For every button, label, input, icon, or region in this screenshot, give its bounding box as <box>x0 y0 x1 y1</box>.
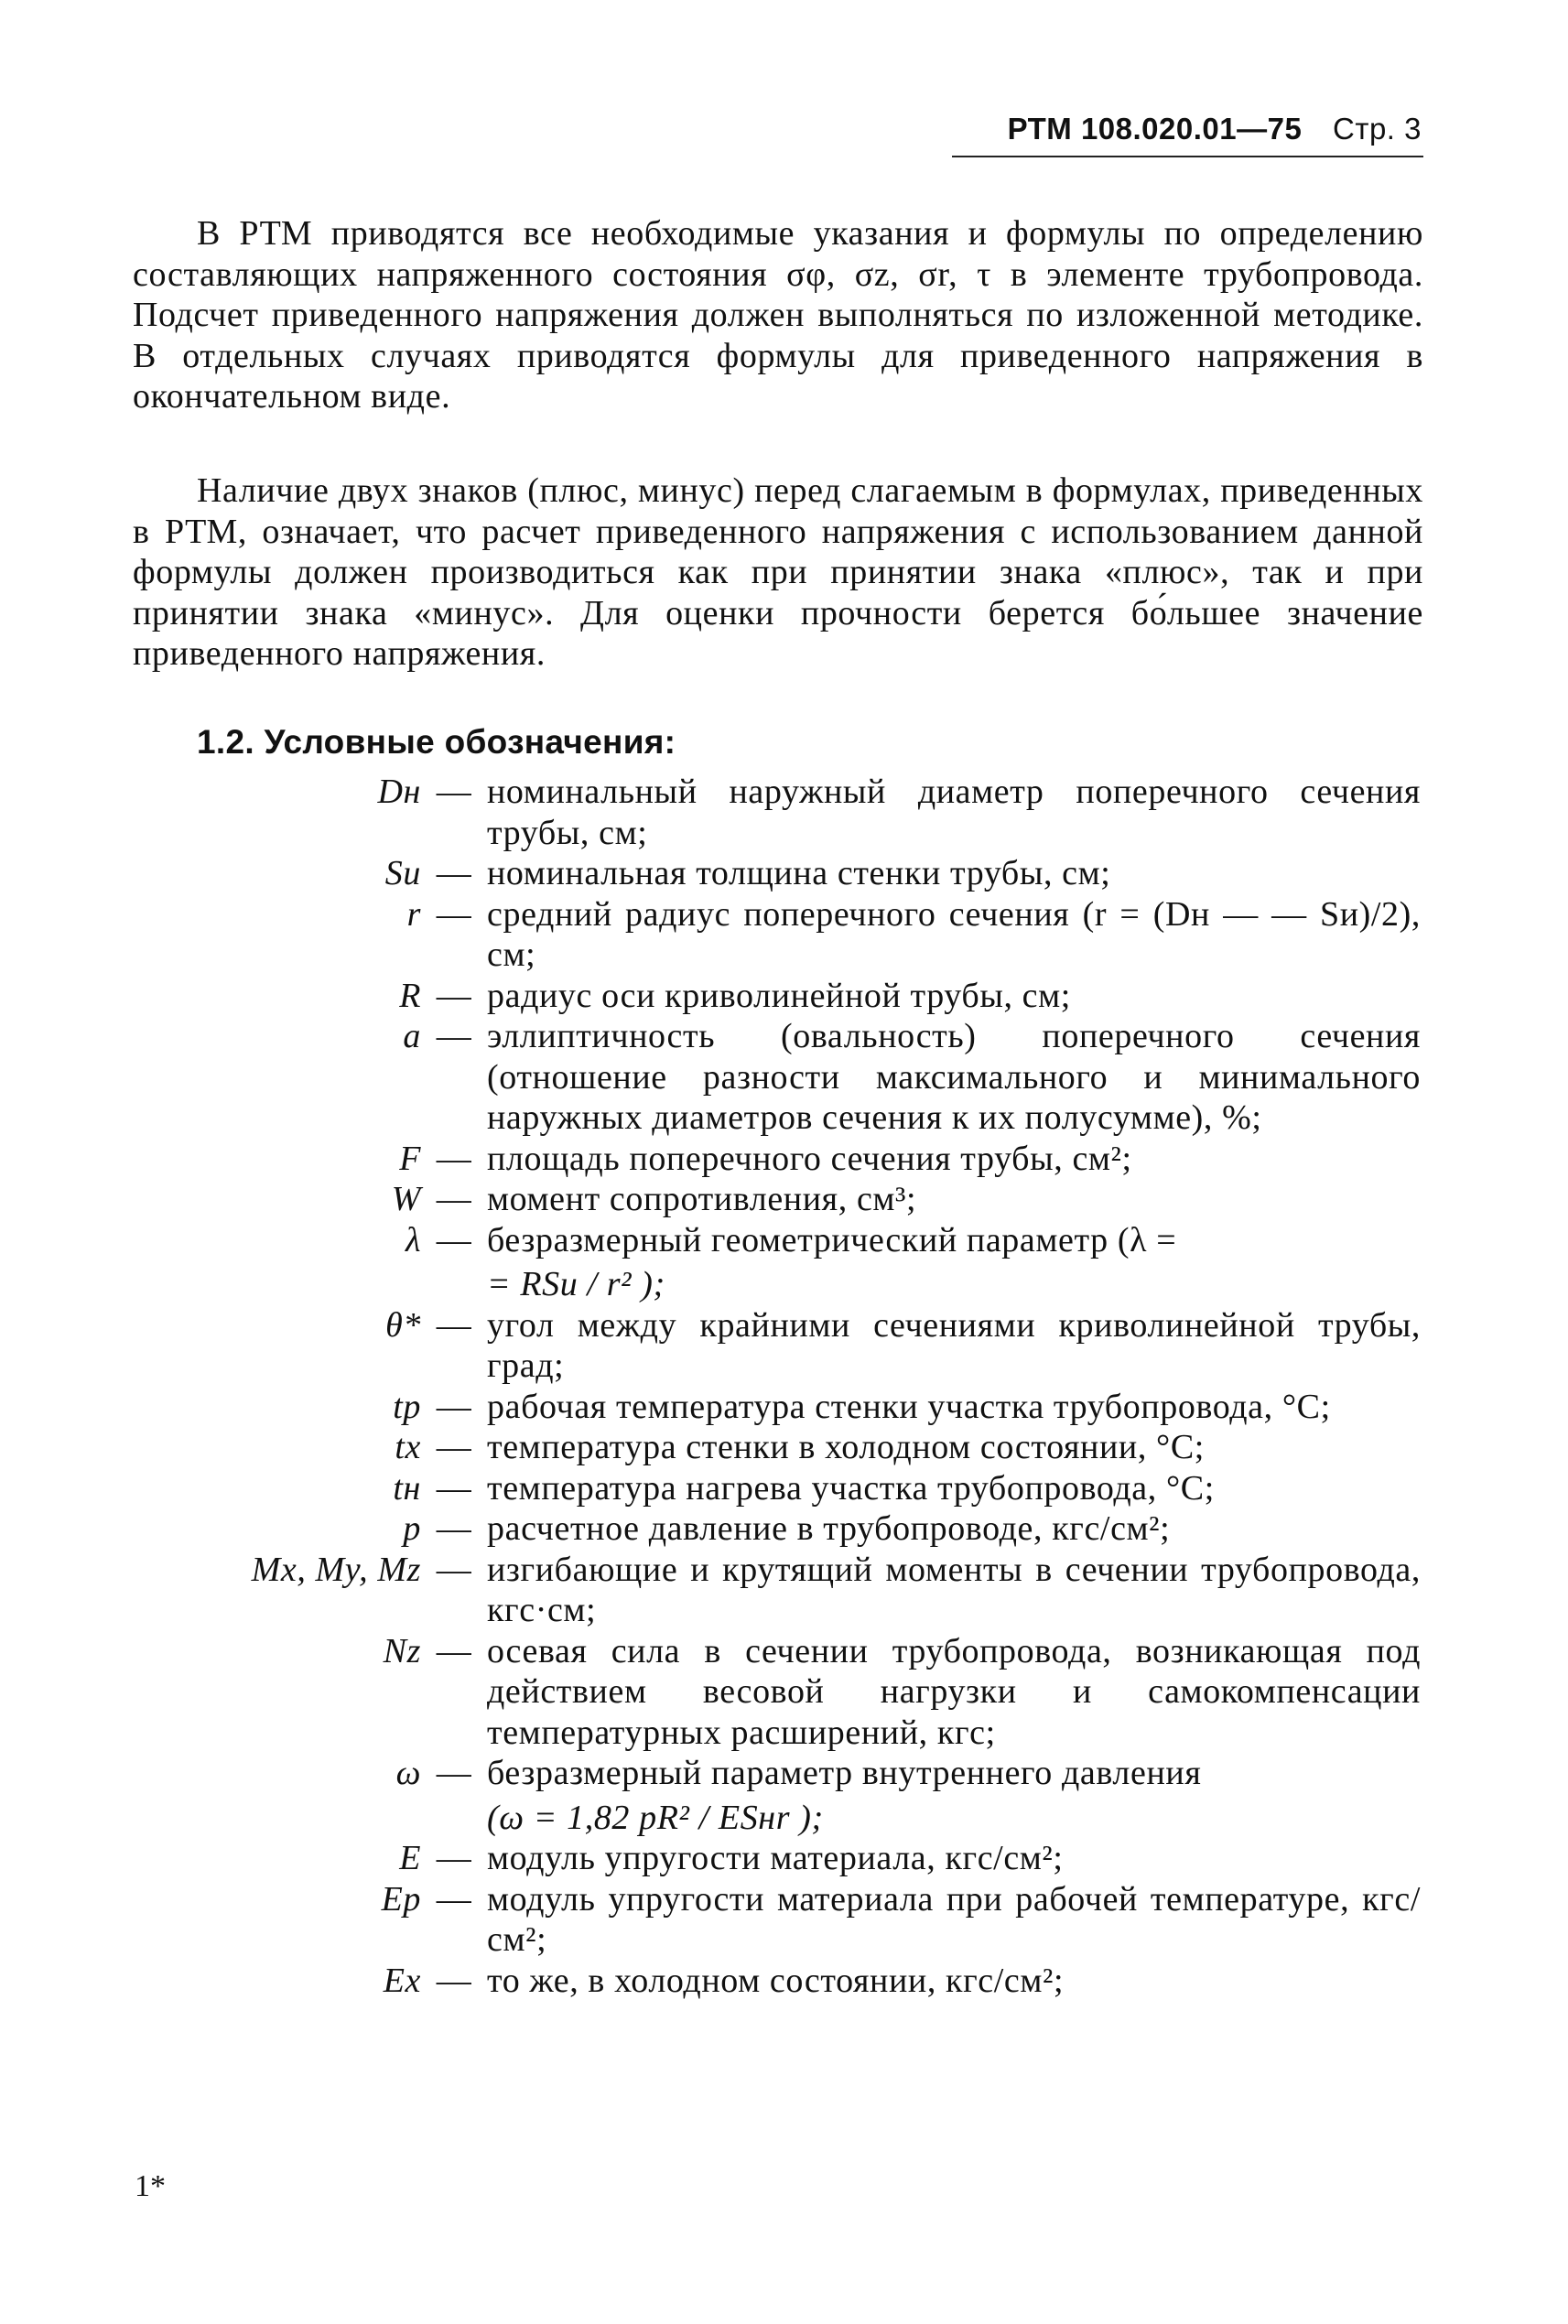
definition-text: модуль упругости материала, кгс/см²; <box>487 1839 1064 1877</box>
running-header <box>1008 112 1422 146</box>
definition-symbol: W <box>391 1180 421 1218</box>
definition-dash: — <box>436 1550 472 1589</box>
definition-text-main: безразмерный параметр внутреннего давления <box>487 1754 1202 1792</box>
definition-dash: — <box>436 1754 472 1792</box>
definition-text: радиус оси криволинейной трубы, см; <box>487 976 1071 1015</box>
header-rule <box>952 156 1423 157</box>
definition-dash: — <box>436 1839 472 1877</box>
section-title: 1.2. Условные обозначения: <box>197 723 676 761</box>
definition-text: изгибающие и крутящий моменты в сечении трубопровода, кгс·см; <box>487 1550 1421 1629</box>
definition-symbol: F <box>399 1139 421 1178</box>
definition-item <box>0 1468 1568 1509</box>
definition-symbol: Nz <box>383 1631 421 1670</box>
definition-item <box>0 1508 1568 1550</box>
definition-text <box>487 1753 1421 1838</box>
definition-dash: — <box>436 1631 472 1670</box>
definition-dash: — <box>436 1387 472 1426</box>
definition-dash: — <box>436 1017 472 1055</box>
definition-item <box>0 772 1568 853</box>
definition-text: номинальная толщина стенки трубы, см; <box>487 854 1111 892</box>
definition-symbol: Sи <box>384 854 421 892</box>
definition-dash: — <box>436 1428 472 1466</box>
definition-dash: — <box>436 773 472 811</box>
definition-item <box>0 1220 1568 1305</box>
definition-symbol: Dн <box>377 773 421 811</box>
definition-text: угол между крайними сечениями криволинейной трубы, град; <box>487 1305 1421 1385</box>
definition-text-main: безразмерный геометрический параметр (λ = <box>487 1220 1177 1259</box>
definition-text: номинальный наружный диаметр поперечного сечения трубы, см; <box>487 773 1421 852</box>
definition-text: рабочая температура стенки участка трубопровода, °С; <box>487 1387 1331 1426</box>
definition-text: температура стенки в холодном состоянии, °С; <box>487 1428 1205 1466</box>
definition-text: площадь поперечного сечения трубы, см²; <box>487 1139 1132 1178</box>
definition-symbol: E <box>399 1839 421 1877</box>
definition-item <box>0 1879 1568 1961</box>
definition-item <box>0 1631 1568 1754</box>
definition-dash: — <box>436 1180 472 1218</box>
definition-dash: — <box>436 1961 472 2000</box>
definition-item <box>0 1427 1568 1468</box>
document-code: РТМ 108.020.01—75 <box>1007 112 1303 146</box>
definition-text: момент сопротивления, см³; <box>487 1180 917 1218</box>
definition-text: средний радиус поперечного сечения (r = (Dн — — Sи)/2), см; <box>487 894 1421 974</box>
definition-dash: — <box>436 1305 472 1345</box>
definition-text: то же, в холодном состоянии, кгс/см²; <box>487 1961 1065 2000</box>
definition-item <box>0 1550 1568 1631</box>
definition-symbol: Mx, My, Mz <box>251 1550 421 1589</box>
definitions-list <box>0 772 1568 2001</box>
paragraph-intro: В РТМ приводятся все необходимые указания и формулы по определению составляющих напряженного состояния σφ, σz, σr, τ в элементе трубопровода. Подсчет приведенного напряжения должен выполняться по изложенной методике. В отдельных случаях приводятся формулы для приведенного напряжения в окончательном виде. <box>133 214 1423 416</box>
definition-dash: — <box>436 1139 472 1178</box>
paragraph-signs: Наличие двух знаков (плюс, минус) перед слагаемым в формулах, приведенных в РТМ, означает, что расчет приведенного напряжения с использованием данной формулы должен производиться как при принятии знака «плюс», так и при принятии знака «минус». Для оценки прочности берется бо́льшее значение приведенного напряжения. <box>133 471 1423 673</box>
definition-symbol: p <box>403 1509 421 1548</box>
definition-dash: — <box>436 894 472 934</box>
definition-symbol: tн <box>393 1468 421 1508</box>
definition-item <box>0 1387 1568 1428</box>
definition-text: расчетное давление в трубопроводе, кгс/см²; <box>487 1509 1171 1548</box>
definition-item <box>0 1016 1568 1139</box>
definition-text: температура нагрева участка трубопровода, °С; <box>487 1468 1215 1508</box>
definition-text: эллиптичность (овальность) поперечного сечения (отношение разности максимального и минимального наружных диаметров сечения к их полусумме), %; <box>487 1017 1421 1137</box>
definition-item <box>0 1961 1568 2002</box>
definition-item <box>0 1139 1568 1180</box>
definition-text: осевая сила в сечении трубопровода, возникающая под действием весовой нагрузки и самокомпенсации температурных расширений, кгс; <box>487 1631 1421 1752</box>
definition-dash: — <box>436 1879 472 1919</box>
definition-text: модуль упругости материала при рабочей температуре, кгс/см²; <box>487 1879 1421 1959</box>
definition-dash: — <box>436 854 472 892</box>
definition-symbol: r <box>406 894 421 934</box>
definition-symbol: Ex <box>383 1961 421 2000</box>
definition-symbol: R <box>399 976 421 1015</box>
definition-text <box>487 1220 1421 1305</box>
definition-symbol: tр <box>393 1387 421 1426</box>
definition-dash: — <box>436 1468 472 1508</box>
omega-formula: (ω = 1,82 pR² / ESнr ); <box>487 1798 824 1837</box>
definition-symbol: θ* <box>385 1305 421 1345</box>
definition-item <box>0 1753 1568 1838</box>
definition-symbol: a <box>403 1017 421 1055</box>
definition-item <box>0 1838 1568 1879</box>
definition-item <box>0 1305 1568 1387</box>
lambda-formula: = RSи / r² ); <box>487 1265 665 1303</box>
definition-dash: — <box>436 1509 472 1548</box>
definition-symbol: ω <box>395 1754 421 1792</box>
definition-item <box>0 853 1568 894</box>
definition-symbol: Eр <box>381 1879 421 1919</box>
definition-symbol: tх <box>395 1428 421 1466</box>
definition-dash: — <box>436 976 472 1015</box>
page-number: Стр. 3 <box>1333 112 1422 146</box>
definition-item <box>0 894 1568 976</box>
definition-item <box>0 976 1568 1017</box>
definition-dash: — <box>436 1220 472 1259</box>
definition-symbol: λ <box>405 1220 421 1259</box>
definition-item <box>0 1179 1568 1220</box>
signature-mark: 1* <box>135 2169 166 2203</box>
